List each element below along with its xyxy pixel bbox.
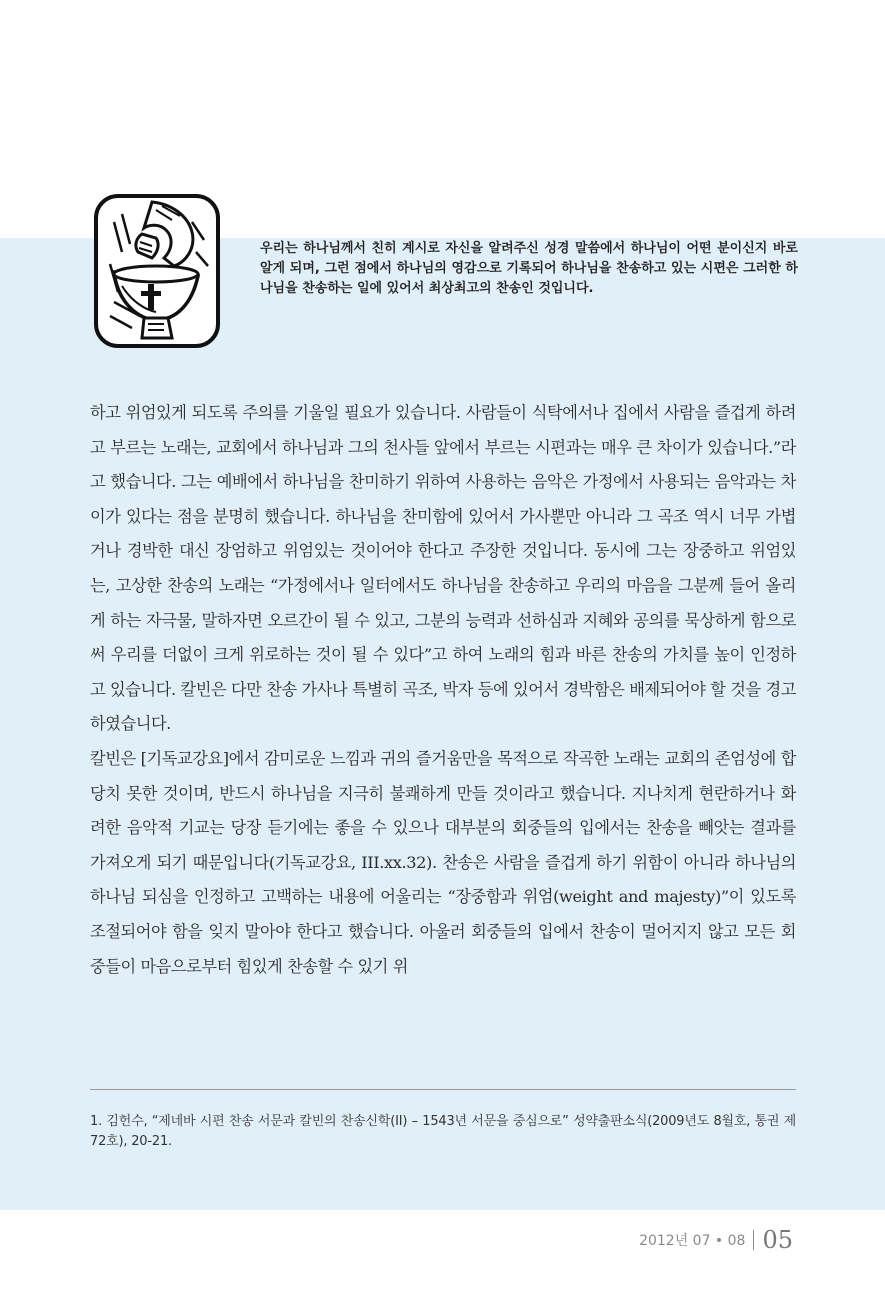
folio-separator [753,1230,754,1250]
callout-text: 우리는 하나님께서 친히 계시로 자신을 알려주신 성경 말씀에서 하나님이 어떤 분이신지 바로 알게 되며, 그런 점에서 하나님의 영감으로 기록되어 하나님을 찬송하고 있는 시편은 그러한 하나님을 찬송하는 일에 있어서 최상최고의 찬송인 것입니다. [260,241,798,296]
page-number: 05 [762,1226,793,1254]
issue-date: 2012년 07 • 08 [639,1233,746,1249]
footnote: 1. 김헌수, “제네바 시편 찬송 서문과 칼빈의 찬송신학(II) – 1543년 서문을 중심으로” 성약출판소식(2009년도 8월호, 통권 제72호), 20-21. [90,1114,796,1149]
article-body [90,396,796,984]
body-paragraph-2: 칼빈은 [기독교강요]에서 감미로운 느낌과 귀의 즐거움만을 목적으로 작곡한 노래는 교회의 존엄성에 합당치 못한 것이며, 반드시 하나님을 지극히 불쾌하게 만들 것이라고 했습니다. 지나치게 현란하거나 화려한 음악적 기교는 당장 듣기에는 좋을 수 있으나 대부분의 회중들의 입에서는 찬송을 빼앗는 결과를 가져오게 되기 때문입니다(기독교강요, III.xx.32). 찬송은 사람을 즐겁게 하기 위함이 아니라 하나님의 하나님 되심을 인정하고 고백하는 내용에 어울리는 “장중함과 위엄(weight and majesty)”이 있도록 조절되어야 함을 잊지 말아야 한다고 했습니다. 아울러 회중들의 입에서 찬송이 멀어지지 않고 모든 회중들이 마음으로부터 힘있게 찬송할 수 있기 위 [90,748,796,976]
body-paragraph-1: 하고 위엄있게 되도록 주의를 기울일 필요가 있습니다. 사람들이 식탁에서나 집에서 사람을 즐겁게 하려고 부르는 노래는, 교회에서 하나님과 그의 천사들 앞에서 부르는 시편과는 매우 큰 차이가 있습니다.”라고 했습니다. 그는 예배에서 하나님을 찬미하기 위하여 사용하는 음악은 가정에서 사용되는 음악과는 차이가 있다는 점을 분명히 했습니다. 하나님을 찬미함에 있어서 가사뿐만 아니라 그 곡조 역시 너무 가볍거나 경박한 대신 장엄하고 위엄있는 것이어야 한다고 주장한 것입니다. 동시에 그는 장중하고 위엄있는, 고상한 찬송의 노래는 “가정에서나 일터에서도 하나님을 찬송하고 우리의 마음을 그분께 들어 올리게 하는 자극물, 말하자면 오르간이 될 수 있고, 그분의 능력과 선하심과 지혜와 공의를 묵상하게 함으로써 우리를 더없이 크게 위로하는 것이 될 수 있다”고 하여 노래의 힘과 바른 찬송의 가치를 높이 인정하고 있습니다. 칼빈은 다만 찬송 가사나 특별히 곡조, 박자 등에 있어서 경박함은 배제되어야 할 것을 경고하였습니다. [90,403,796,734]
page-folio [639,1226,793,1254]
footnote-divider [90,1089,796,1090]
hand-holding-bowl-with-cross-icon [92,192,224,352]
